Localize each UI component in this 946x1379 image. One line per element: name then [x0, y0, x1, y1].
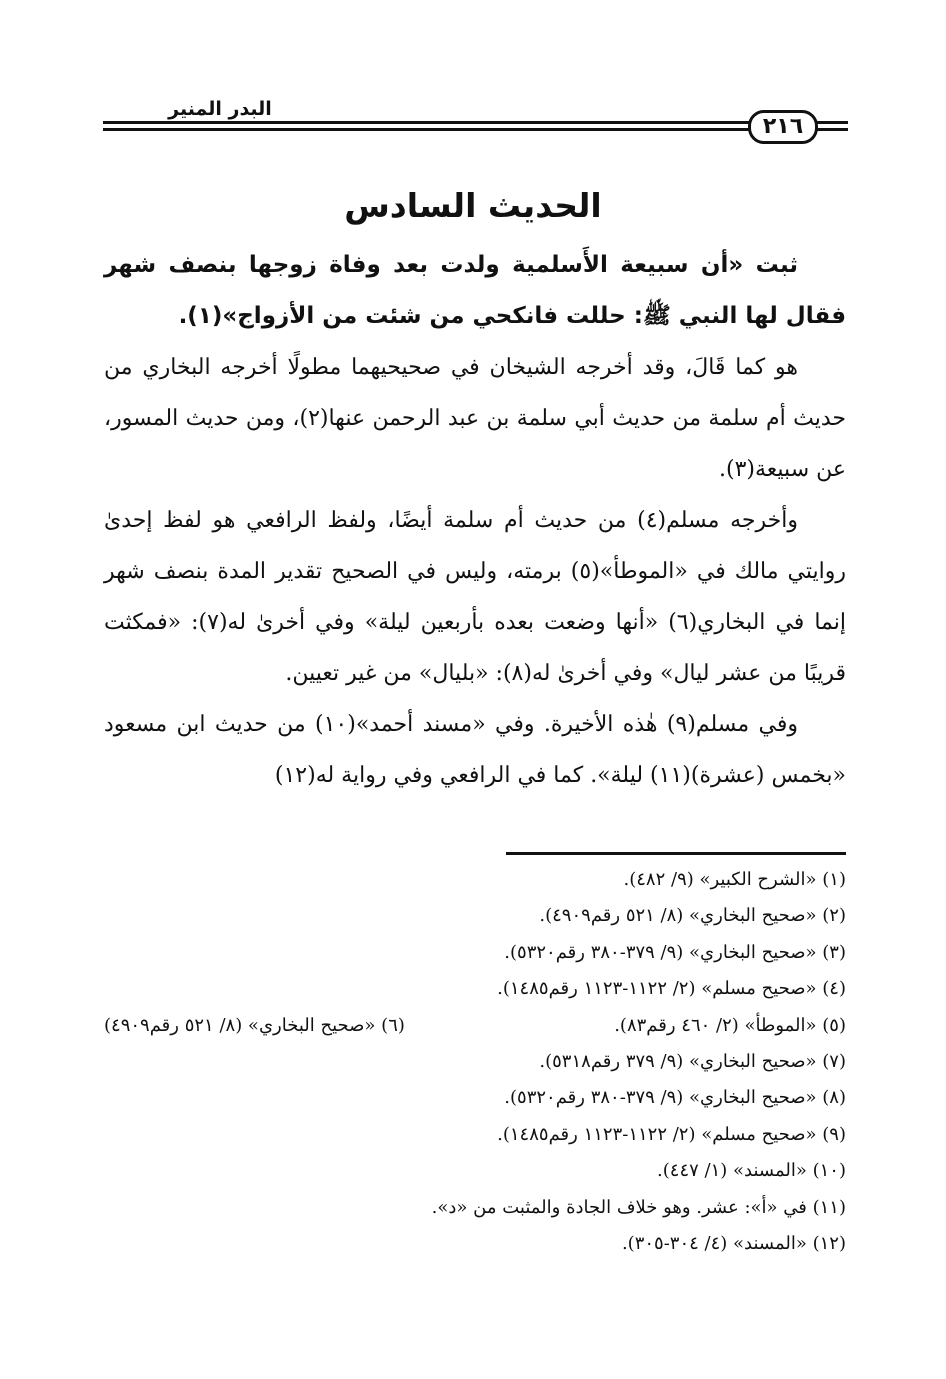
footnote: (٩) «صحيح مسلم» (٢/ ١١٢٢-١١٢٣ رقم١٤٨٥).: [497, 1123, 846, 1145]
footnote: (٧) «صحيح البخاري» (٩/ ٣٧٩ رقم٥٣١٨).: [539, 1051, 846, 1073]
footnote: (٢) «صحيح البخاري» (٨/ ٥٢١ رقم٤٩٠٩).: [539, 905, 846, 927]
footnote-rule: [506, 852, 846, 855]
footnote: (٨) «صحيح البخاري» (٩/ ٣٧٩-٣٨٠ رقم٥٣٢٠).: [504, 1087, 846, 1109]
footnote: (٣) «صحيح البخاري» (٩/ ٣٧٩-٣٨٠ رقم٥٣٢٠).: [504, 941, 846, 963]
header-rule: [103, 121, 848, 131]
footnote-pair: [104, 1008, 846, 1044]
running-title: البدر المنير: [168, 98, 272, 120]
footnote: (٥) «الموطأ» (٢/ ٤٦٠ رقم٨٣).: [614, 1014, 846, 1036]
footnote: (١١) في «أ»: عشر. وهو خلاف الجادة والمثبت من «د».: [431, 1196, 846, 1218]
paragraph-hadith: ثبت «أن سبيعة الأَسلمية ولدت بعد وفاة زوجها بنصف شهر فقال لها النبي ﷺ: حللت فانكحي من شئت من الأزواج»(١).: [104, 252, 846, 329]
page-number: ٢١٦: [748, 110, 818, 144]
footnote: (٤) «صحيح مسلم» (٢/ ١١٢٢-١١٢٣ رقم١٤٨٥).: [497, 978, 846, 1000]
paragraph: وأخرجه مسلم(٤) من حديث أم سلمة أيضًا، ولفظ الرافعي هو لفظ إحدىٰ روايتي مالك في «الموطأ»(٥) برمته، وليس في الصحيح تقدير المدة بنصف شهر إنما في البخاري(٦) «أنها وضعت بعده بأربعين ليلة» وفي أخرىٰ له(٧): «فمكثت قريبًا من عشر ليال» وفي أخرىٰ له(٨): «بليال» من غير تعيين.: [104, 508, 847, 686]
paragraph: هو كما قَالَ، وقد أخرجه الشيخان في صحيحيهما مطولًا أخرجه البخاري من حديث أم سلمة من حديث أبي سلمة بن عبد الرحمن عنها(٢)، ومن حديث المسور، عن سبيعة(٣).: [104, 355, 846, 482]
footnote: (١٠) «المسند» (١/ ٤٤٧).: [657, 1160, 846, 1182]
hadith-title: الحديث السادس: [344, 186, 602, 225]
footnote: (٦) «صحيح البخاري» (٨/ ٥٢١ رقم٤٩٠٩): [104, 1014, 405, 1036]
footnote: (١٢) «المسند» (٤/ ٣٠٤-٣٠٥).: [621, 1233, 846, 1255]
footnote: (١) «الشرح الكبير» (٩/ ٤٨٢).: [623, 869, 846, 890]
footnotes: [104, 862, 846, 1262]
paragraph: وفي مسلم(٩) هٰذه الأخيرة. وفي «مسند أحمد»(١٠) من حديث ابن مسعود «بخمس (عشرة)(١١) ليلة». كما في الرافعي وفي رواية له(١٢): [104, 712, 846, 788]
main-text: [104, 240, 846, 801]
